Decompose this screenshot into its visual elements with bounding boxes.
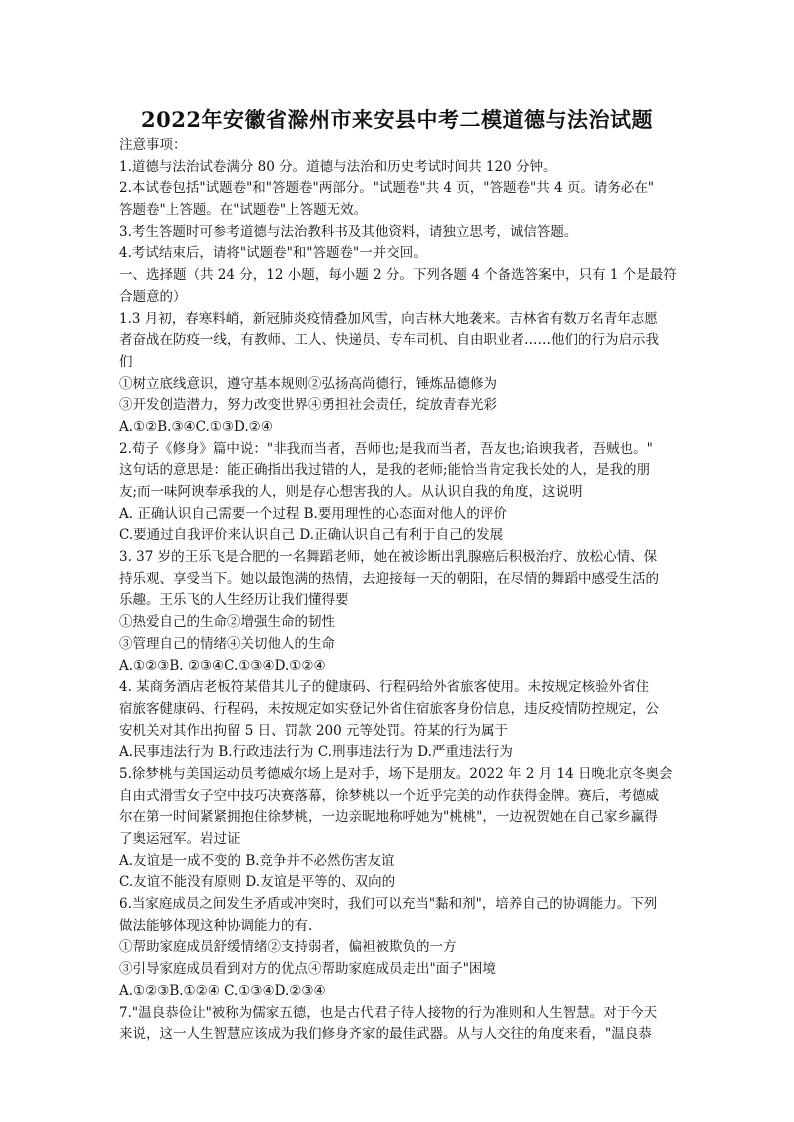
text-line: 5.徐梦桃与美国运动员考德威尔场上是对手，场下是朋友。2022 年 2 月 14 日晚北京冬奥会 <box>119 765 673 782</box>
text-line: A.①②③B. ②③④C.①③④D.①②④ <box>119 657 326 674</box>
text-line: 友;而一味阿谀奉承我的人，则是存心想害我的人。从认识自我的角度，这说明 <box>119 484 583 500</box>
text-line: 尔在第一时间紧紧拥抱住徐梦桃，一边亲昵地称呼她为"桃桃"，一边祝贺她在自己家乡赢得 <box>119 809 658 826</box>
text-line: 答题卷"上答题。在"试题卷"上答题无效。 <box>119 202 368 219</box>
text-line: A. 正确认识自己需要一个过程 B.要用理性的心态面对他人的评价 <box>119 505 507 522</box>
text-line: 宿旅客健康码、行程码，未按规定如实登记外省住宿旅客身份信息，违反疫情防控规定，公 <box>119 700 659 717</box>
text-line: 们 <box>119 353 133 370</box>
text-line: 3.考生答题时可参考道德与法治教科书及其他资料，请独立思考，诚信答题。 <box>119 223 578 240</box>
text-line: ③引导家庭成员看到对方的优点④帮助家庭成员走出"面子"困境 <box>119 961 496 978</box>
text-line: ①树立底线意识，遵守基本规则②弘扬高尚德行，锤炼品德修为 <box>119 375 497 392</box>
page-title: 2022年安徽省滁州市来安县中考二模道德与法治试题 <box>141 107 653 132</box>
text-line: 3. 37 岁的王乐飞是合肥的一名舞蹈老师，她在被诊断出乳腺癌后积极治疗、放松心情、保 <box>119 549 658 566</box>
text-line: ①热爱自己的生命②增强生命的韧性 <box>119 614 335 631</box>
text-line: 者奋战在防疫一线，有教师、工人、快递员、专车司机、自由职业者……他们的行为启示我 <box>119 332 659 349</box>
text-line: C.友谊不能没有原则 D.友谊是平等的、双向的 <box>119 874 396 891</box>
text-line: 注意事项： <box>119 137 187 153</box>
text-line: 2.荀子《修身》篇中说："非我而当者，吾师也;是我而当者，吾友也;谄谀我者，吾贼也。" <box>119 440 653 457</box>
text-line: 自由式滑雪女子空中技巧决赛落幕，徐梦桃以一个近乎完美的动作获得金牌。赛后，考德威 <box>119 787 659 804</box>
text-line: 4.考试结束后，请将"试题卷"和"答题卷"一并交回。 <box>119 245 427 262</box>
text-line: 做法能够体现这种协调能力的有. <box>119 917 313 934</box>
text-line: 这句话的意思是：能正确指出我过错的人，是我的老师;能恰当肯定我长处的人，是我的朋 <box>119 462 651 479</box>
text-line: 1.道德与法治试卷满分 80 分。道德与法治和历史考试时间共 120 分钟。 <box>119 158 557 175</box>
text-line: 1.3 月初，春寒料峭，新冠肺炎疫情叠加风雪，向吉林大地袭来。吉林省有数万名青年志愿 <box>119 310 658 327</box>
text-line: A.友谊是一成不变的 B.竞争并不必然伤害友谊 <box>119 852 395 869</box>
text-line: 2.本试卷包括"试题卷"和"答题卷"两部分。"试题卷"共 4 页，"答题卷"共 4 页。请务必在" <box>119 180 655 197</box>
text-line: 6.当家庭成员之间发生矛盾或冲突时，我们可以充当"黏和剂"，培养自己的协调能力。下列 <box>119 896 658 913</box>
text-line: 4. 某商务酒店老板符某借其儿子的健康码、行程码给外省旅客使用。未按规定核验外省住 <box>119 679 650 696</box>
text-line: A.①②B.③④C.①③D.②④ <box>119 418 273 435</box>
text-line: C.要通过自我评价来认识自己 D.正确认识自己有利于自己的发展 <box>119 527 504 544</box>
text-line: 持乐观、享受当下。她以最饱满的热情，去迎接每一天的朝阳，在尽情的舞蹈中感受生活的 <box>119 570 659 587</box>
text-line: ③管理自己的情绪④关切他人的生命 <box>119 635 335 652</box>
text-line: A.①②③B.①②④ C.①③④D.②③④ <box>119 982 326 999</box>
text-line: 7."温良恭俭让"被称为儒家五德，也是古代君子待人接物的行为准则和人生智慧。对于今天 <box>119 1004 658 1021</box>
text-line: 安机关对其作出拘留 5 日、罚款 200 元等处罚。符某的行为属于 <box>119 722 509 739</box>
text-line: ①帮助家庭成员舒缓情绪②支持弱者，偏袒被欺负的一方 <box>119 939 457 956</box>
text-line: 一、选择题（共 24 分，12 小题，每小题 2 分。下列各题 4 个备选答案中，只有 1 个是最符 <box>119 267 677 284</box>
text-line: 了奥运冠军。岩过证 <box>119 831 241 847</box>
text-line: 合题意的） <box>119 288 187 305</box>
text-line: 来说，这一人生智慧应该成为我们修身齐家的最佳武器。从与人交往的角度来看，"温良恭 <box>119 1026 652 1043</box>
text-line: A.民事违法行为 B.行政违法行为 C.刑事违法行为 D.严重违法行为 <box>119 744 513 761</box>
text-line: 乐趣。王乐飞的人生经历让我们懂得要 <box>119 592 349 609</box>
document-body <box>119 135 679 1046</box>
text-line: ③开发创造潜力，努力改变世界④勇担社会责任，绽放青春光彩 <box>119 397 497 414</box>
